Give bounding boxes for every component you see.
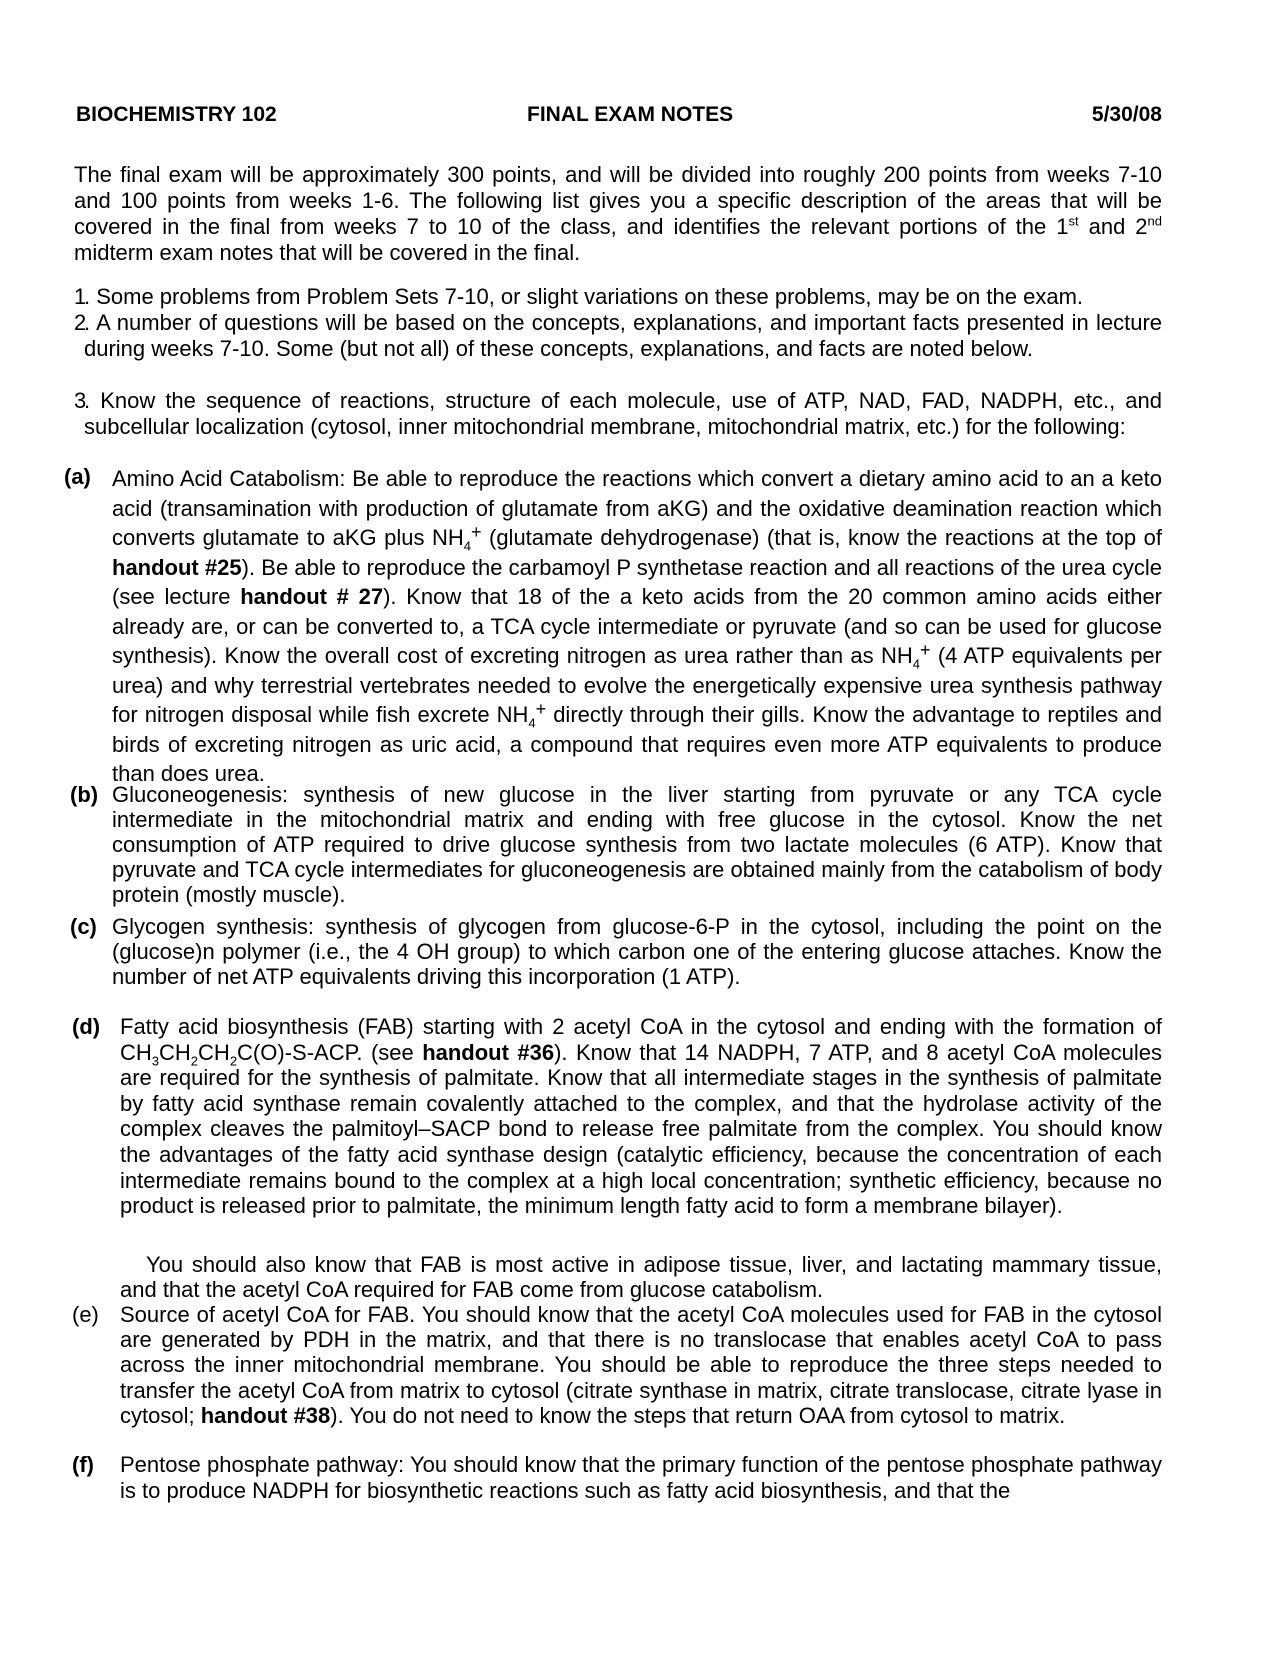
item-number-3: 3 [74, 388, 87, 413]
handout-ref-36: handout #36 [422, 1039, 555, 1065]
sub-label-d: (d) [72, 1014, 101, 1039]
sub-item-d-continued: You should also know that FAB is most active in adipose tissue, liver, and lactating mammary tissue, and that the acetyl CoA required for FAB come from glucose catabolism. [120, 1252, 1162, 1302]
sub-item-b: Gluconeogenesis: synthesis of new glucose in the liver starting from pyruvate or any TCA cycle intermediate in the mitochondrial matrix and ending with free glucose in the cytosol. Know the net consumption of ATP required to drive glucose synthesis from two lactate molecules (6 ATP). Know that pyruvate and TCA cycle intermediates for gluconeogenesis are obtained mainly from the catabolism of body protein (mostly muscle). [112, 782, 1162, 907]
intro-paragraph: The final exam will be approximately 300 points, and will be divided into roughly 200 points from weeks 7-10 and 100 points from weeks 1-6. The following list gives you a specific description of the areas that will be covered in the final from weeks 7 to 10 of the class, and identifies the relevant portions of the 1st and 2nd midterm exam notes that will be covered in the final. [74, 162, 1162, 265]
handout-ref-38: handout #38 [200, 1402, 331, 1428]
document-date: 5/30/08 [1091, 103, 1162, 126]
list-item-3: . Know the sequence of reactions, structure of each molecule, use of ATP, NAD, FAD, NADPH, etc., and subcellular localization (cytosol, inner mitochondrial membrane, mitochondrial matrix, etc.) for the following: [84, 388, 1162, 439]
sub-item-e: Source of acetyl CoA for FAB. You should know that the acetyl CoA molecules used for FAB in the cytosol are generated by PDH in the matrix, and that there is no translocase that enables acetyl CoA to pass across the inner mitochondrial membrane. You should be able to reproduce the three steps needed to transfer the acetyl CoA from matrix to cytosol (citrate synthase in matrix, citrate translocase, citrate lyase in cytosol; handout #38). You do not need to know the steps that return OAA from cytosol to matrix. [120, 1302, 1162, 1428]
sub-item-f: Pentose phosphate pathway: You should know that the primary function of the pentose phosphate pathway is to produce NADPH for biosynthetic reactions such as fatty acid biosynthesis, and that the [120, 1452, 1162, 1503]
sub-item-d: Fatty acid biosynthesis (FAB) starting with 2 acetyl CoA in the cytosol and ending with the formation of $CH_3CH_2CH_2C(O)-S$-ACP. (see handout #36). Know that 14 NADPH, 7 ATP, and 8 acetyl CoA molecules are required for the synthesis of palmitate. Know that all intermediate stages in the synthesis of palmitate by fatty acid synthase remain covalently attached to the complex, and that the hydrolase activity of the complex cleaves the palmitoyl–SACP bond to release free palmitate from the complex. You should know the advantages of the fatty acid synthase design (catalytic efficiency, because the concentration of each intermediate remains bound to the complex at a high local concentration; synthetic efficiency, because no product is released prior to palmitate, the minimum length fatty acid to form a membrane bilayer). [120, 1014, 1162, 1219]
sub-label-b: (b) [70, 782, 99, 807]
item-number-2: 2 [74, 310, 87, 335]
item-number-1: 1 [74, 284, 87, 309]
sub-item-c: Glycogen synthesis: synthesis of glycogen from glucose-6-P in the cytosol, including the point on the (glucose)n polymer (i.e., the 4 OH group) to which carbon one of the entering glucose attaches. Know the number of net ATP equivalents driving this incorporation (1 ATP). [112, 914, 1162, 989]
document-title: FINAL EXAM NOTES [527, 103, 734, 126]
list-item-1: . Some problems from Problem Sets 7-10, or slight variations on these problems, may be on the exam. [84, 284, 1084, 309]
sub-label-a: (a) [64, 464, 91, 489]
list-item-2: . A number of questions will be based on the concepts, explanations, and important facts presented in lecture during weeks 7-10. Some (but not all) of these concepts, explanations, and facts are noted below. [84, 310, 1162, 361]
sub-label-e: (e) [72, 1302, 99, 1327]
sub-label-c: (c) [70, 914, 97, 939]
course-title: BIOCHEMISTRY 102 [76, 103, 277, 126]
handout-ref-25: handout #25 [112, 554, 242, 580]
handout-ref-27: handout # 27 [240, 584, 384, 609]
sub-label-f: (f) [72, 1452, 94, 1477]
sub-item-a: Amino Acid Catabolism: Be able to reproduce the reactions which convert a dietary amino acid to an a keto acid (transamination with production of glutamate from aKG) and the oxidative deamination reaction which converts glutamate to aKG plus $NH_4^+$ (glutamate dehydrogenase) (that is, know the reactions at the top of handout #25). Be able to reproduce the carbamoyl P synthetase reaction and all reactions of the urea cycle (see lecture handout # 27). Know that 18 of the a keto acids from the 20 common amino acids either already are, or can be converted to, a TCA cycle intermediate or pyruvate (and so can be used for glucose synthesis). Know the overall cost of excreting nitrogen as urea rather than as $NH_4^+$ (4 ATP equivalents per urea) and why terrestrial vertebrates needed to evolve the energetically expensive urea synthesis pathway for nitrogen disposal while fish excrete $NH_4^+$ directly through their gills. Know the advantage to reptiles and birds of excreting nitrogen as uric acid, a compound that requires even more ATP equivalents to produce than does urea. [112, 466, 1163, 786]
page-header [76, 103, 1162, 133]
